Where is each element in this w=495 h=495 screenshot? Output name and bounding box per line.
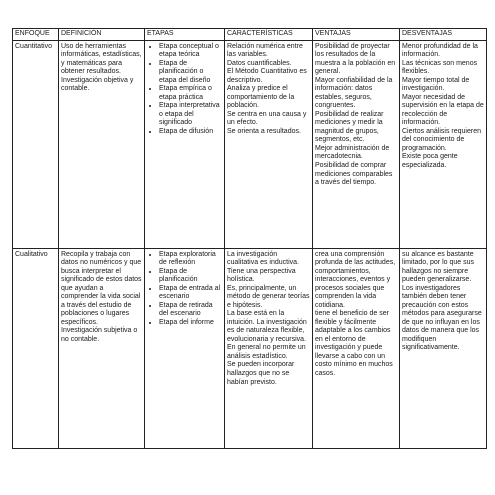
definicion-line: Recopila y trabaja con datos no numéricos y que busca interpretar el significado de estos datos que ayudan a comprender la vida social a través del estudio de poblaciones o lugares específicos. (61, 250, 142, 326)
desventaja-line: Ciertos análisis requieren del conocimiento de programación. (402, 127, 481, 152)
desventaja-line: Mayor necesidad de supervisión en la etapa de recolección de información. (402, 93, 484, 127)
list-item: • Etapa conceptual o etapa teórica (159, 43, 222, 60)
header-caracteristicas: CARACTERÍSTICAS (225, 29, 313, 41)
etapas-list (147, 251, 222, 328)
ventajas-cell (313, 248, 400, 448)
caracteristicas-cell (225, 40, 313, 248)
list-item: • Etapa empírica o etapa práctica (159, 85, 222, 102)
header-ventajas: VENTAJAS (313, 29, 400, 41)
caracteristica-line: Tiene una perspectiva holística. (227, 267, 296, 284)
ventaja-line: Posibilidad de proyectar los resultados de la muestra a la población en general. (315, 42, 396, 76)
comparison-table (12, 28, 487, 449)
list-item: • Etapa de difusión (159, 128, 222, 137)
header-definicion: DEFINICIÓN (59, 29, 145, 41)
list-item: • Etapa de planificación (159, 268, 222, 285)
definicion-line: Uso de herramientas informáticas, estadísticas, y matemáticas para obtener resultados. (61, 42, 142, 76)
desventaja-line: Las técnicas son menos flexibles. (402, 59, 478, 76)
etapas-list (147, 43, 222, 137)
caracteristica-line: Se centra en una causa y un efecto. (227, 110, 307, 127)
table-row-cuantitativo (13, 40, 487, 248)
caracteristica-line: Se pueden incorporar hallazgos que no se habían previsto. (227, 361, 295, 386)
list-item: • Etapa de retirada del escenario (159, 302, 222, 319)
caracteristica-line: Es, principalmente, un método de generar teorías e hipótesis. (227, 284, 310, 309)
desventajas-cell (400, 40, 487, 248)
definicion-cell (59, 248, 145, 448)
desventaja-line: Mayor tiempo total de investigación. (402, 76, 470, 93)
caracteristica-line: Relación numérica entre las variables. (227, 42, 303, 59)
desventaja-line: Existe poca gente especializada. (402, 153, 458, 169)
ventajas-cell (313, 40, 400, 248)
caracteristica-line: La investigación cualitativa es inductiva. (227, 250, 299, 267)
header-row (13, 29, 487, 41)
caracteristica-line: Analiza y predice el comportamiento de la población. (227, 85, 295, 110)
ventaja-line: crea una comprensión profunda de las actitudes, comportamientos, interacciones, eventos y procesos sociales que comprenden la vida cotidiana. (315, 250, 396, 309)
ventaja-line: tiene el beneficio de ser flexible y fácilmente adaptable a los cambios en el entorno de investigación y puede llevarse a cabo con un costo mínimo en muchos casos. (315, 310, 393, 377)
caracteristicas-cell (225, 248, 313, 448)
ventaja-line: Posibilidad de comprar mediciones comparables a través del tiempo. (315, 161, 393, 187)
caracteristica-line: Se orienta a resultados. (227, 127, 301, 135)
table-row-cualitativo (13, 248, 487, 448)
list-item: • Etapa de entrada al escenario (159, 285, 222, 302)
definicion-line: Investigación subjetiva o no contable. (61, 327, 138, 343)
etapas-cell (145, 40, 225, 248)
ventaja-line: Mejor administración de mercadotecnia. (315, 144, 390, 161)
definicion-cell (59, 40, 145, 248)
header-etapas: ETAPAS (145, 29, 225, 41)
desventajas-cell (400, 248, 487, 448)
etapas-cell (145, 248, 225, 448)
enfoque-cell: Cualitativo (13, 248, 59, 448)
list-item: • Etapa de planificación o etapa del diseño (159, 60, 222, 86)
definicion-line: Investigación objetiva y contable. (61, 76, 134, 93)
enfoque-cell: Cuantitativo (13, 40, 59, 248)
caracteristica-line: La base está en la intuición. La investigación es de naturaleza flexible, evolucionaria y recursiva. (227, 310, 307, 343)
desventaja-line: Los investigadores también deben tener precaución con estos métodos para asegurarse de que no influyan en los datos de manera que los modifiquen significativamente. (402, 284, 482, 352)
list-item: • Etapa del informe (159, 319, 222, 328)
list-item: • Etapa interpretativa o etapa del significado (159, 102, 222, 128)
desventaja-line: Menor profundidad de la información. (402, 42, 478, 59)
caracteristica-line: En general no permite un análisis estadístico. (227, 344, 306, 360)
header-desventajas: DESVENTAJAS (400, 29, 487, 41)
header-enfoque: ENFOQUE (13, 29, 59, 41)
ventaja-line: Mayor confiabilidad de la información: datos estables, seguros, congruentes. (315, 76, 393, 110)
desventaja-line: su alcance es bastante limitado, por lo que sus hallazgos no siempre pueden generalizarse. (402, 250, 474, 284)
ventaja-line: Posibilidad de realizar mediciones y medir la magnitud de grupos, segmentos, etc. (315, 110, 384, 144)
list-item: • Etapa exploratoria de reflexión (159, 251, 222, 268)
caracteristica-line: Datos cuantificables. (227, 59, 292, 67)
caracteristica-line: El Método Cuantitativo es descriptivo. (227, 68, 307, 84)
